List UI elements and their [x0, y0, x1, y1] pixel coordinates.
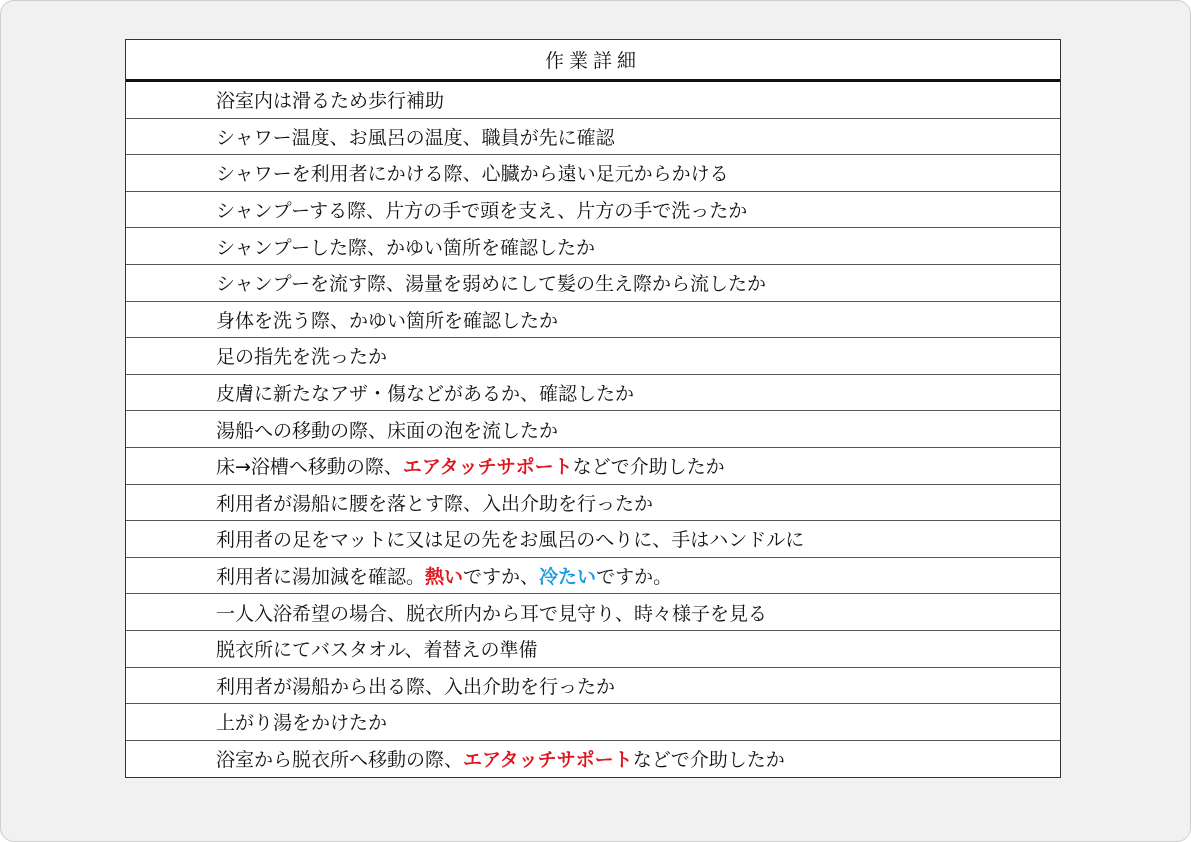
- row-text: 足の指先を洗ったか: [216, 346, 388, 369]
- table-row: [126, 192, 1060, 229]
- highlight-text: エアタッチサポート: [402, 456, 573, 479]
- table-row: [126, 302, 1060, 339]
- table-row: [126, 558, 1060, 595]
- row-text: 湯船への移動の際、床面の泡を流したか: [216, 419, 559, 442]
- row-text: 上がり湯をかけたか: [216, 712, 388, 735]
- row-text: 利用者に湯加減を確認。: [216, 566, 426, 589]
- table-row: [126, 411, 1060, 448]
- row-text: 皮膚に新たなアザ・傷などがあるか、確認したか: [216, 383, 635, 406]
- row-text: などで介助したか: [572, 456, 725, 479]
- row-text: ですか。: [596, 566, 673, 589]
- row-text: シャンプーする際、片方の手で頭を支え、片方の手で洗ったか: [216, 200, 748, 223]
- highlight-text: エアタッチサポート: [463, 749, 633, 772]
- table-row: [126, 704, 1060, 741]
- table-row: [126, 375, 1060, 412]
- table-row: [126, 228, 1060, 265]
- table-row: [126, 448, 1060, 485]
- highlight-text: 熱い: [425, 566, 464, 589]
- row-text: 一人入浴希望の場合、脱衣所内から耳で見守り、時々様子を見る: [216, 602, 768, 625]
- table-row: [126, 82, 1060, 119]
- row-text: 浴室から脱衣所へ移動の際、: [216, 749, 464, 772]
- table-row: [126, 741, 1060, 778]
- row-text: などで介助したか: [632, 749, 785, 772]
- table-row: [126, 338, 1060, 375]
- row-text: 利用者が湯船から出る際、入出介助を行ったか: [216, 675, 616, 698]
- row-text: シャワー温度、お風呂の温度、職員が先に確認: [216, 126, 615, 149]
- row-text: シャワーを利用者にかける際、心臓から遠い足元からかける: [216, 163, 729, 186]
- table-row: [126, 485, 1060, 522]
- table-header: 作業詳細: [126, 40, 1060, 82]
- table-row: [126, 631, 1060, 668]
- row-text: シャンプーした際、かゆい箇所を確認したか: [216, 236, 596, 259]
- table-row: [126, 119, 1060, 156]
- row-text: 脱衣所にてバスタオル、着替えの準備: [216, 639, 538, 662]
- table-row: [126, 155, 1060, 192]
- table-body: [126, 82, 1060, 777]
- table-row: [126, 521, 1060, 558]
- table-row: [126, 594, 1060, 631]
- row-text: 浴室内は滑るため歩行補助: [216, 90, 445, 113]
- work-details-table: [125, 39, 1061, 778]
- highlight-text: 冷たい: [539, 566, 597, 589]
- row-text: 床→浴槽へ移動の際、: [216, 456, 403, 479]
- row-text: 身体を洗う際、かゆい箇所を確認したか: [216, 309, 559, 332]
- row-text: 利用者が湯船に腰を落とす際、入出介助を行ったか: [216, 492, 654, 515]
- row-text: シャンプーを流す際、湯量を弱めにして髪の生え際から流したか: [216, 273, 767, 296]
- row-text: ですか、: [463, 566, 540, 589]
- table-row: [126, 668, 1060, 705]
- row-text: 利用者の足をマットに又は足の先をお風呂のへりに、手はハンドルに: [216, 529, 805, 552]
- table-row: [126, 265, 1060, 302]
